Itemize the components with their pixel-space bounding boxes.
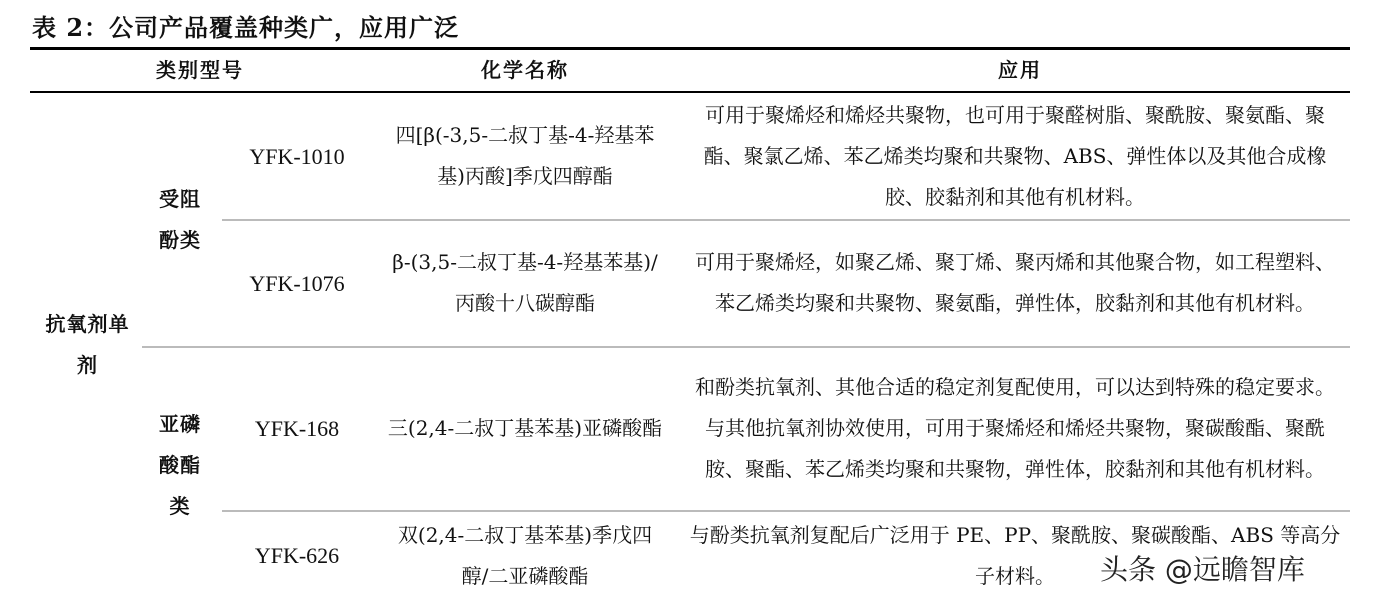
model-cell: YFK-626 bbox=[254, 543, 340, 568]
group-label bbox=[40, 300, 135, 390]
model-cell: YFK-1010 bbox=[249, 143, 345, 169]
chemical-cell: 双(2,4-二叔丁基苯基)季戊四醇/二亚磷酸酯 bbox=[397, 522, 653, 588]
header-category: 类别型号 bbox=[156, 57, 244, 82]
chemical-cell: β-(3,5-二叔丁基-4-羟基苯基)/丙酸十八碳醇酯 bbox=[392, 250, 658, 315]
application-cell: 与酚类抗氧剂复配后广泛用于 PE、PP、聚酰胺、聚碳酸酯、ABS 等高分子材料。 bbox=[689, 522, 1341, 588]
chemical-cell: 四[β(-3,5-二叔丁基-4-羟基苯基)丙酸]季戊四醇酯 bbox=[395, 123, 655, 188]
subgroup-label bbox=[150, 400, 210, 530]
application-cell: 和酚类抗氧剂、其他合适的稳定剂复配使用，可以达到特殊的稳定要求。与其他抗氧剂协效使用，可用于聚烯烃和烯烃共聚物，聚碳酸酯、聚酰胺、聚酯、苯乙烯类均聚和共聚物，弹性体，胶黏剂和其他有机材料。 bbox=[695, 375, 1335, 481]
subgroup-text: 受阻酚类 bbox=[159, 187, 201, 252]
subgroup-label bbox=[150, 175, 210, 265]
row-divider bbox=[222, 510, 1350, 512]
row-divider bbox=[222, 219, 1350, 221]
application-cell: 可用于聚烯烃，如聚乙烯、聚丁烯、聚丙烯和其他聚合物，如工程塑料、苯乙烯类均聚和共聚物、聚氨酯，弹性体，胶黏剂和其他有机材料。 bbox=[695, 250, 1335, 315]
subgroup-text: 亚磷酸酯类 bbox=[159, 411, 201, 518]
header-application: 应用 bbox=[998, 57, 1042, 82]
chemical-cell: 三(2,4-二叔丁基苯基)亚磷酸酯 bbox=[387, 416, 663, 440]
model-cell: YFK-168 bbox=[254, 416, 340, 441]
watermark: 头条 @远瞻智库 bbox=[1100, 553, 1305, 586]
application-cell: 可用于聚烯烃和烯烃共聚物，也可用于聚醛树脂、聚酰胺、聚氨酯、聚酯、聚氯乙烯、苯乙烯类均聚和共聚物、ABS、弹性体以及其他合成橡胶、胶黏剂和其他有机材料。 bbox=[703, 102, 1327, 209]
model-cell: YFK-1076 bbox=[249, 270, 345, 296]
header-rule bbox=[30, 91, 1350, 93]
header-chemical: 化学名称 bbox=[481, 57, 569, 82]
row-divider bbox=[142, 346, 1350, 348]
group-text: 抗氧剂单剂 bbox=[45, 312, 130, 377]
table-title: 表 2：公司产品覆盖种类广，应用广泛 bbox=[32, 13, 460, 42]
